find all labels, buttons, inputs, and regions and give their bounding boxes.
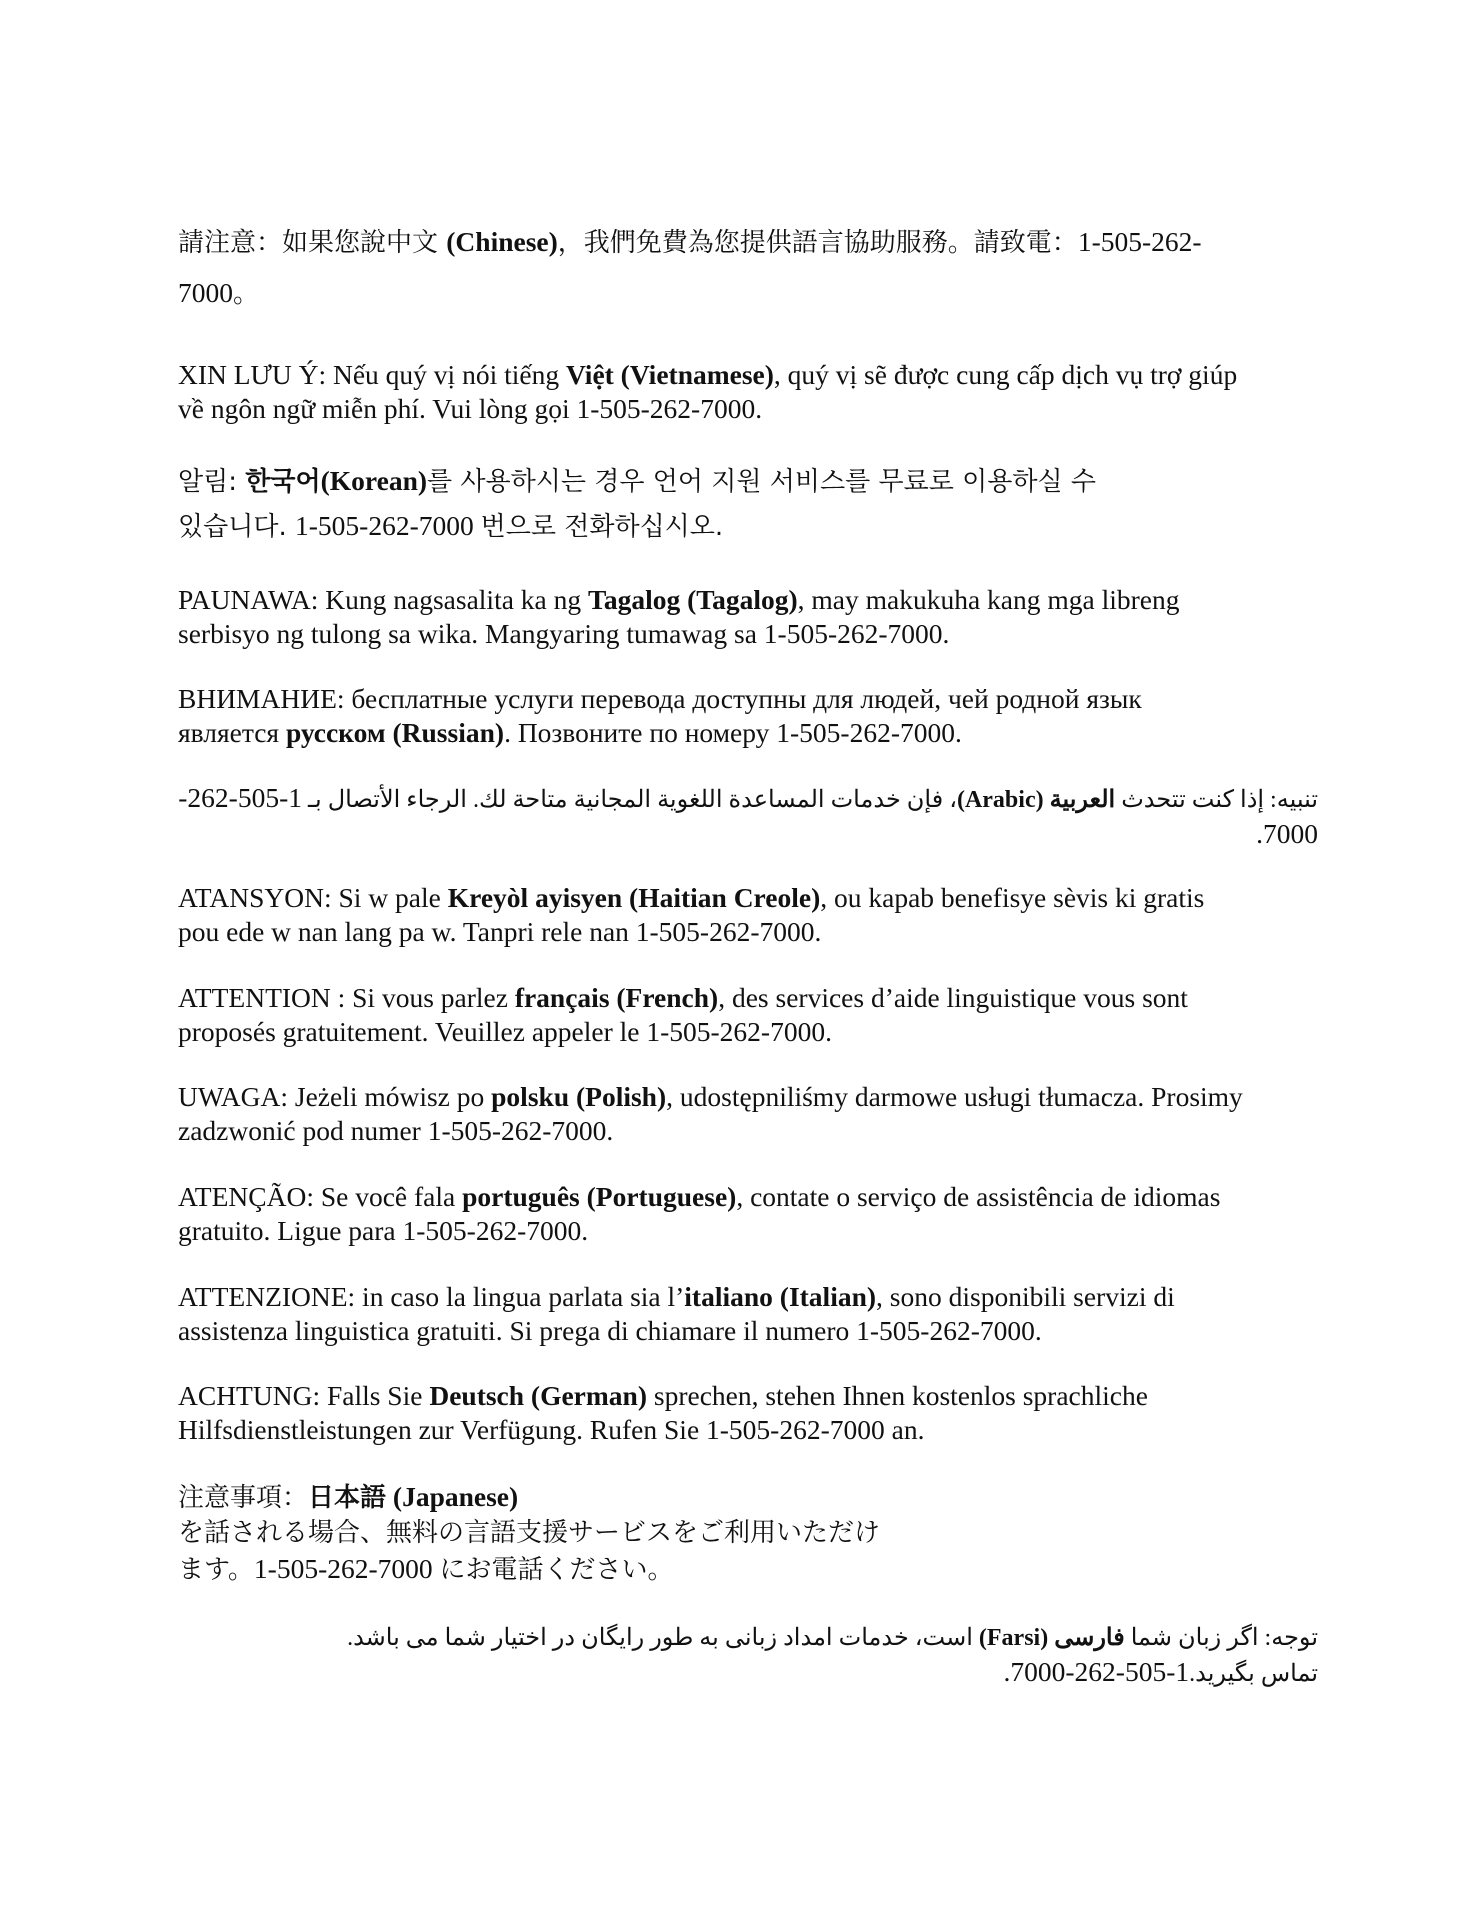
phone-number: 1-505-262- bbox=[178, 782, 302, 813]
phone-number: 1-505-262-7000. bbox=[1003, 1656, 1190, 1687]
notice-italian-line-2: assistenza linguistica gratuiti. Si prega di chiamare il numero 1-505-262-7000. bbox=[178, 1315, 1042, 1346]
notice-vietnamese-line-1: XIN LƯU Ý: Nếu quý vị nói tiếng Việt (Vietnamese), quý vị sẽ được cung cấp dịch vụ trợ giúp bbox=[178, 359, 1238, 390]
language-name: Deutsch (German) bbox=[429, 1380, 647, 1411]
notice-haitian-creole bbox=[178, 881, 1318, 949]
language-name: Tagalog (Tagalog) bbox=[588, 584, 798, 615]
notice-russian-line-2: является русском (Russian). Позвоните по номеру 1-505-262-7000. bbox=[178, 717, 962, 748]
notice-korean bbox=[178, 459, 1318, 549]
notice-vietnamese-line-2: về ngôn ngữ miễn phí. Vui lòng gọi 1-505-262-7000. bbox=[178, 393, 763, 424]
phone-number: 1-505-262-7000 bbox=[295, 510, 481, 541]
notice-german bbox=[178, 1379, 1318, 1447]
phone-number: 1-505-262- bbox=[1077, 226, 1202, 257]
notice-polish-line-1: UWAGA: Jeżeli mówisz po polsku (Polish), udostępniliśmy darmowe usługi tłumacza. Prosimy bbox=[178, 1081, 1243, 1112]
notice-polish-line-2: zadzwonić pod numer 1-505-262-7000. bbox=[178, 1115, 614, 1146]
notice-haitian-line-2: pou ede w nan lang pa w. Tanpri rele nan 1-505-262-7000. bbox=[178, 916, 822, 947]
language-name: português (Portuguese) bbox=[462, 1181, 737, 1212]
notice-japanese-line-1: 注意事項：日本語 (Japanese) bbox=[178, 1481, 519, 1513]
notice-arabic-line-1: تنبيه: إذا كنت تتحدث العربية (Arabic)، فإن خدمات المساعدة اللغوية المجانية متاحة لك. الرجاء الأتصال بـ 1-505-262- bbox=[178, 782, 1318, 813]
notice-korean-line-1: 알림: 한국어(Korean)를 사용하시는 경우 언어 지원 서비스를 무료로 이용하실 수 bbox=[178, 465, 1096, 497]
notice-portuguese bbox=[178, 1180, 1318, 1248]
notice-tagalog bbox=[178, 583, 1318, 651]
notice-vietnamese bbox=[178, 358, 1318, 426]
notice-tagalog-line-2: serbisyo ng tulong sa wika. Mangyaring tumawag sa 1-505-262-7000. bbox=[178, 618, 950, 649]
notice-chinese-line-2: 7000。 bbox=[178, 277, 260, 309]
notice-farsi bbox=[178, 1621, 1318, 1691]
notice-polish bbox=[178, 1080, 1318, 1148]
notice-russian-line-1: ВНИМАНИЕ: бесплатные услуги перевода доступны для людей, чей родной язык bbox=[178, 683, 1142, 714]
notice-italian bbox=[178, 1280, 1318, 1348]
notice-arabic-line-2: 7000. bbox=[1256, 818, 1318, 849]
notice-french bbox=[178, 981, 1318, 1049]
language-name: polsku (Polish) bbox=[491, 1081, 667, 1112]
notice-german-line-1: ACHTUNG: Falls Sie Deutsch (German) sprechen, stehen Ihnen kostenlos sprachliche bbox=[178, 1380, 1148, 1411]
notice-farsi-line-1: توجه: اگر زبان شما فارسی (Farsi) است، خدمات امداد زبانی به طور رایگان در اختیار شما می باشد. bbox=[347, 1625, 1318, 1651]
notice-chinese bbox=[178, 217, 1318, 319]
notice-japanese bbox=[178, 1479, 1318, 1588]
notice-portuguese-line-1: ATENÇÃO: Se você fala português (Portuguese), contate o serviço de assistência de idiomas bbox=[178, 1181, 1221, 1212]
language-name: (Korean) bbox=[320, 465, 428, 496]
notice-portuguese-line-2: gratuito. Ligue para 1-505-262-7000. bbox=[178, 1215, 589, 1246]
language-name: Việt (Vietnamese) bbox=[565, 359, 774, 390]
notice-chinese-line-1: 請注意：如果您說中文 (Chinese)，我們免費為您提供語言協助服務。請致電：1-505-262- bbox=[178, 226, 1202, 258]
notice-korean-line-2: 있습니다. 1-505-262-7000 번으로 전화하십시오. bbox=[178, 510, 724, 542]
language-name: (Chinese) bbox=[446, 226, 558, 257]
notice-japanese-line-3: ます。1-505-262-7000 にお電話ください。 bbox=[178, 1553, 674, 1585]
notice-japanese-line-2: を話される場合、無料の言語支援サービスをご利用いただけ bbox=[178, 1518, 881, 1548]
notice-french-line-1: ATTENTION : Si vous parlez français (French), des services d’aide linguistique vous sont bbox=[178, 982, 1188, 1013]
language-name: العربية (Arabic) bbox=[956, 787, 1116, 813]
notice-german-line-2: Hilfsdienstleistungen zur Verfügung. Rufen Sie 1-505-262-7000 an. bbox=[178, 1414, 925, 1445]
language-name: français (French) bbox=[514, 982, 719, 1013]
language-name: فارسی (Farsi) bbox=[978, 1625, 1125, 1651]
notice-french-line-2: proposés gratuitement. Veuillez appeler le 1-505-262-7000. bbox=[178, 1016, 832, 1047]
language-name: русском (Russian) bbox=[285, 717, 505, 748]
notice-farsi-line-2: تماس بگيريد.1-505-262-7000. bbox=[1003, 1656, 1318, 1687]
language-name: italiano (Italian) bbox=[684, 1281, 877, 1312]
notice-tagalog-line-1: PAUNAWA: Kung nagsasalita ka ng Tagalog (Tagalog), may makukuha kang mga libreng bbox=[178, 584, 1180, 615]
language-name: Kreyòl ayisyen (Haitian Creole) bbox=[447, 882, 821, 913]
notice-haitian-line-1: ATANSYON: Si w pale Kreyòl ayisyen (Haitian Creole), ou kapab benefisye sèvis ki gratis bbox=[178, 882, 1205, 913]
language-name-native: 한국어 bbox=[245, 467, 321, 497]
language-name-native: 日本語 bbox=[308, 1483, 387, 1513]
phone-number: 1-505-262-7000 bbox=[253, 1553, 440, 1584]
notice-russian bbox=[178, 682, 1318, 750]
language-name: (Japanese) bbox=[386, 1481, 519, 1512]
notice-arabic bbox=[178, 781, 1318, 851]
phone-number: 7000 bbox=[178, 277, 233, 308]
notice-italian-line-1: ATTENZIONE: in caso la lingua parlata sia l’italiano (Italian), sono disponibili servizi di bbox=[178, 1281, 1175, 1312]
